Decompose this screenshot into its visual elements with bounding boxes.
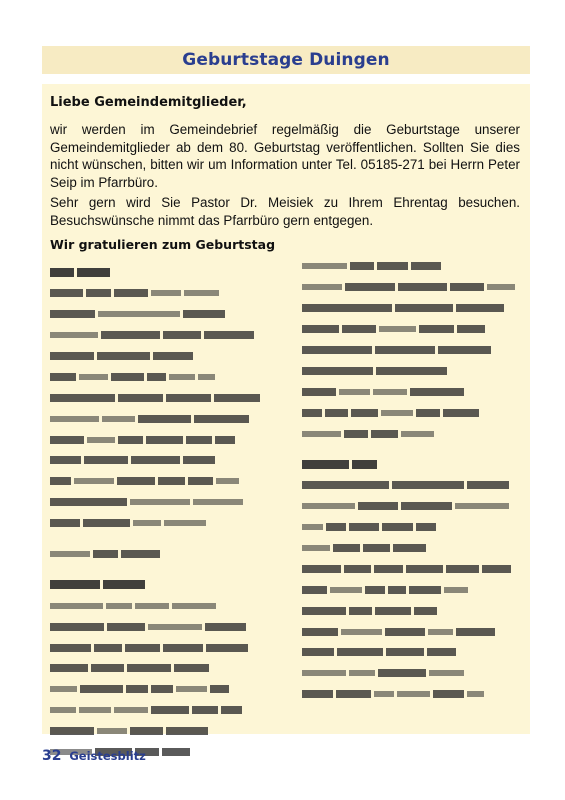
- redacted-birthday-entry: [302, 684, 522, 705]
- magazine-name: Geistesblitz: [69, 749, 146, 763]
- greeting: Liebe Gemeindemitglieder,: [50, 95, 247, 110]
- redacted-group-heading: [302, 454, 522, 475]
- redacted-birthday-entry: [302, 558, 522, 579]
- redacted-birthday-entry: [302, 340, 522, 361]
- redacted-birthday-entry: [302, 381, 522, 402]
- birthday-list-left: [50, 262, 270, 762]
- redacted-birthday-entry: [50, 471, 270, 492]
- redacted-birthday-entry: [50, 408, 270, 429]
- redacted-birthday-entry: [50, 283, 270, 304]
- redacted-birthday-entry: [302, 538, 522, 559]
- birthday-list-right: [302, 256, 522, 705]
- redacted-birthday-entry: [50, 544, 270, 565]
- redacted-birthday-entry: [50, 387, 270, 408]
- redacted-birthday-entry: [302, 298, 522, 319]
- redacted-birthday-entry: [50, 304, 270, 325]
- page-footer: [42, 748, 146, 764]
- redacted-birthday-entry: [302, 360, 522, 381]
- redacted-birthday-entry: [50, 346, 270, 367]
- redacted-birthday-entry: [302, 277, 522, 298]
- redacted-birthday-entry: [302, 423, 522, 444]
- redacted-birthday-entry: [302, 579, 522, 600]
- redacted-birthday-entry: [50, 366, 270, 387]
- redacted-birthday-entry: [50, 492, 270, 513]
- visit-paragraph: Sehr gern wird Sie Pastor Dr. Meisiek zu Ihrem Ehrentag besuchen. Besuchswünsche nimmt das Pfarrbüro gern entgegen.: [50, 195, 520, 228]
- redacted-group-heading: [50, 574, 270, 595]
- page-title: Geburtstage Duingen: [182, 50, 390, 70]
- redacted-birthday-entry: [50, 700, 270, 721]
- redacted-birthday-entry: [50, 429, 270, 450]
- redacted-birthday-entry: [302, 496, 522, 517]
- redacted-birthday-entry: [50, 658, 270, 679]
- redacted-birthday-entry: [302, 256, 522, 277]
- redacted-birthday-entry: [50, 616, 270, 637]
- redacted-birthday-entry: [302, 621, 522, 642]
- redacted-birthday-entry: [50, 595, 270, 616]
- redacted-birthday-entry: [302, 642, 522, 663]
- redacted-birthday-entry: [302, 402, 522, 423]
- redacted-birthday-entry: [50, 679, 270, 700]
- redacted-birthday-entry: [50, 721, 270, 742]
- redacted-birthday-entry: [302, 319, 522, 340]
- redacted-birthday-entry: [302, 517, 522, 538]
- redacted-group-heading: [50, 262, 270, 283]
- redacted-birthday-entry: [302, 663, 522, 684]
- intro-paragraph: wir werden im Gemeindebrief regelmäßig die Geburtstage unserer Gemeindemitglieder ab dem 80. Geburtstag veröffentlichen. Sollten Sie dies nicht wünschen, bitten wir um Information unter Tel. 05185-271 bei Herrn Peter Seip im Pfarrbüro.: [50, 122, 520, 190]
- redacted-birthday-entry: [50, 637, 270, 658]
- redacted-birthday-entry: [50, 325, 270, 346]
- title-bar: [42, 46, 530, 74]
- redacted-birthday-entry: [302, 600, 522, 621]
- redacted-birthday-entry: [50, 450, 270, 471]
- redacted-birthday-entry: [302, 475, 522, 496]
- birthday-subheading: Wir gratulieren zum Geburtstag: [50, 237, 276, 252]
- content-panel: [42, 84, 530, 734]
- page-number: 32: [42, 748, 62, 764]
- redacted-birthday-entry: [50, 513, 270, 534]
